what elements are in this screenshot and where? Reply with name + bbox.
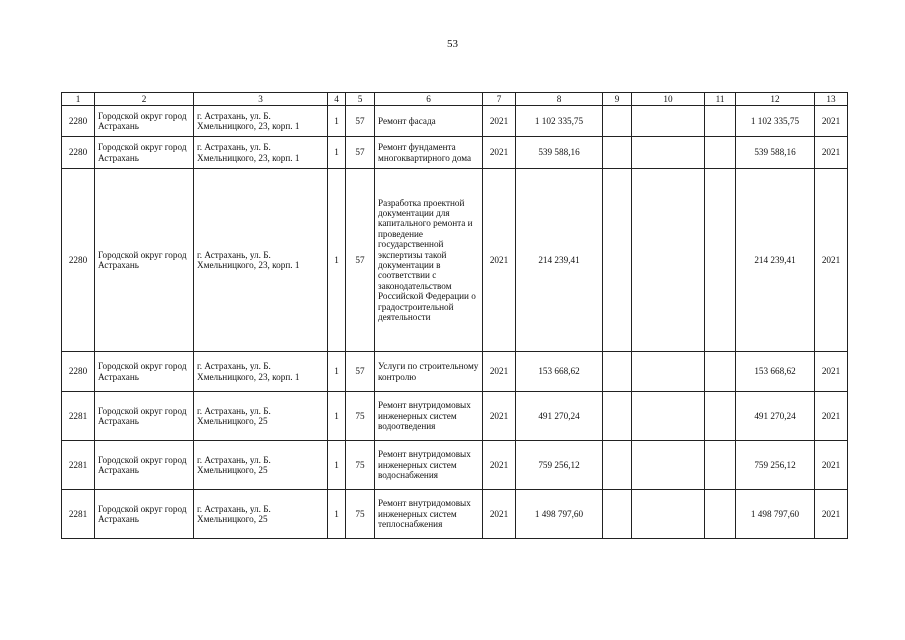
column-header: 2 (95, 93, 194, 106)
year-cell: 2021 (483, 441, 516, 490)
work-type-cell: Разработка проектной документации для капитального ремонта и проведение государственной экспертизы такой документации в соответствии с законодательством Российской Федерации о градостроительной деятельности (375, 169, 483, 352)
amount-cell: 491 270,24 (736, 392, 815, 441)
municipality-cell: Городской округ город Астрахань (95, 490, 194, 539)
work-type-cell: Ремонт внутридомовых инженерных систем водоотведения (375, 392, 483, 441)
cell (632, 169, 705, 352)
year-cell: 2021 (483, 106, 516, 137)
work-type-cell: Ремонт фундамента многоквартирного дома (375, 137, 483, 169)
cell: 1 (328, 352, 346, 392)
year-cell: 2021 (815, 441, 848, 490)
row-number: 2281 (62, 392, 95, 441)
header-row (62, 93, 848, 106)
amount-cell: 759 256,12 (516, 441, 603, 490)
year-cell: 2021 (815, 490, 848, 539)
table-row (62, 441, 848, 490)
cell: 57 (346, 106, 375, 137)
table-row (62, 392, 848, 441)
column-header: 4 (328, 93, 346, 106)
municipality-cell: Городской округ город Астрахань (95, 169, 194, 352)
municipality-cell: Городской округ город Астрахань (95, 441, 194, 490)
column-header: 12 (736, 93, 815, 106)
column-header: 3 (194, 93, 328, 106)
amount-cell: 539 588,16 (736, 137, 815, 169)
amount-cell: 1 498 797,60 (516, 490, 603, 539)
page-number: 53 (447, 38, 458, 50)
amount-cell: 539 588,16 (516, 137, 603, 169)
cell (603, 352, 632, 392)
column-header: 5 (346, 93, 375, 106)
amount-cell: 491 270,24 (516, 392, 603, 441)
cell (632, 441, 705, 490)
work-type-cell: Ремонт фасада (375, 106, 483, 137)
address-cell: г. Астрахань, ул. Б. Хмельницкого, 23, корп. 1 (194, 352, 328, 392)
row-number: 2280 (62, 169, 95, 352)
cell (632, 106, 705, 137)
municipality-cell: Городской округ город Астрахань (95, 106, 194, 137)
column-header: 11 (705, 93, 736, 106)
amount-cell: 214 239,41 (736, 169, 815, 352)
amount-cell: 1 102 335,75 (736, 106, 815, 137)
row-number: 2280 (62, 137, 95, 169)
column-header: 8 (516, 93, 603, 106)
column-header: 7 (483, 93, 516, 106)
column-header: 10 (632, 93, 705, 106)
cell: 75 (346, 441, 375, 490)
table-row (62, 106, 848, 137)
cell (603, 441, 632, 490)
address-cell: г. Астрахань, ул. Б. Хмельницкого, 25 (194, 392, 328, 441)
cell (603, 392, 632, 441)
cell: 75 (346, 490, 375, 539)
cell: 75 (346, 392, 375, 441)
year-cell: 2021 (483, 352, 516, 392)
address-cell: г. Астрахань, ул. Б. Хмельницкого, 25 (194, 441, 328, 490)
column-header: 6 (375, 93, 483, 106)
cell (705, 490, 736, 539)
cell (603, 490, 632, 539)
row-number: 2281 (62, 441, 95, 490)
amount-cell: 759 256,12 (736, 441, 815, 490)
amount-cell: 1 498 797,60 (736, 490, 815, 539)
cell (705, 352, 736, 392)
work-type-cell: Ремонт внутридомовых инженерных систем водоснабжения (375, 441, 483, 490)
cell: 57 (346, 169, 375, 352)
row-number: 2281 (62, 490, 95, 539)
column-header: 1 (62, 93, 95, 106)
municipality-cell: Городской округ город Астрахань (95, 137, 194, 169)
municipality-cell: Городской округ город Астрахань (95, 392, 194, 441)
table-row (62, 137, 848, 169)
cell: 1 (328, 169, 346, 352)
cell: 57 (346, 137, 375, 169)
work-type-cell: Услуги по строительному контролю (375, 352, 483, 392)
address-cell: г. Астрахань, ул. Б. Хмельницкого, 25 (194, 490, 328, 539)
year-cell: 2021 (815, 137, 848, 169)
cell (632, 352, 705, 392)
cell (705, 106, 736, 137)
amount-cell: 153 668,62 (516, 352, 603, 392)
column-header: 9 (603, 93, 632, 106)
cell: 1 (328, 137, 346, 169)
address-cell: г. Астрахань, ул. Б. Хмельницкого, 23, корп. 1 (194, 106, 328, 137)
row-number: 2280 (62, 106, 95, 137)
cell (632, 490, 705, 539)
year-cell: 2021 (483, 137, 516, 169)
table-row (62, 169, 848, 352)
cell (705, 392, 736, 441)
cell (705, 441, 736, 490)
column-header: 13 (815, 93, 848, 106)
address-cell: г. Астрахань, ул. Б. Хмельницкого, 23, корп. 1 (194, 137, 328, 169)
cell: 1 (328, 106, 346, 137)
cell (603, 169, 632, 352)
cell (705, 169, 736, 352)
row-number: 2280 (62, 352, 95, 392)
cell: 1 (328, 392, 346, 441)
cell (603, 106, 632, 137)
table-row (62, 352, 848, 392)
cell (632, 392, 705, 441)
table-row (62, 490, 848, 539)
work-type-cell: Ремонт внутридомовых инженерных систем теплоснабжения (375, 490, 483, 539)
cell: 1 (328, 490, 346, 539)
year-cell: 2021 (483, 490, 516, 539)
amount-cell: 1 102 335,75 (516, 106, 603, 137)
year-cell: 2021 (483, 169, 516, 352)
amount-cell: 214 239,41 (516, 169, 603, 352)
address-cell: г. Астрахань, ул. Б. Хмельницкого, 23, корп. 1 (194, 169, 328, 352)
amount-cell: 153 668,62 (736, 352, 815, 392)
cell (705, 137, 736, 169)
municipality-cell: Городской округ город Астрахань (95, 352, 194, 392)
capital-repair-table (61, 92, 848, 539)
cell: 1 (328, 441, 346, 490)
cell (603, 137, 632, 169)
year-cell: 2021 (483, 392, 516, 441)
year-cell: 2021 (815, 106, 848, 137)
year-cell: 2021 (815, 352, 848, 392)
cell: 57 (346, 352, 375, 392)
year-cell: 2021 (815, 169, 848, 352)
year-cell: 2021 (815, 392, 848, 441)
cell (632, 137, 705, 169)
